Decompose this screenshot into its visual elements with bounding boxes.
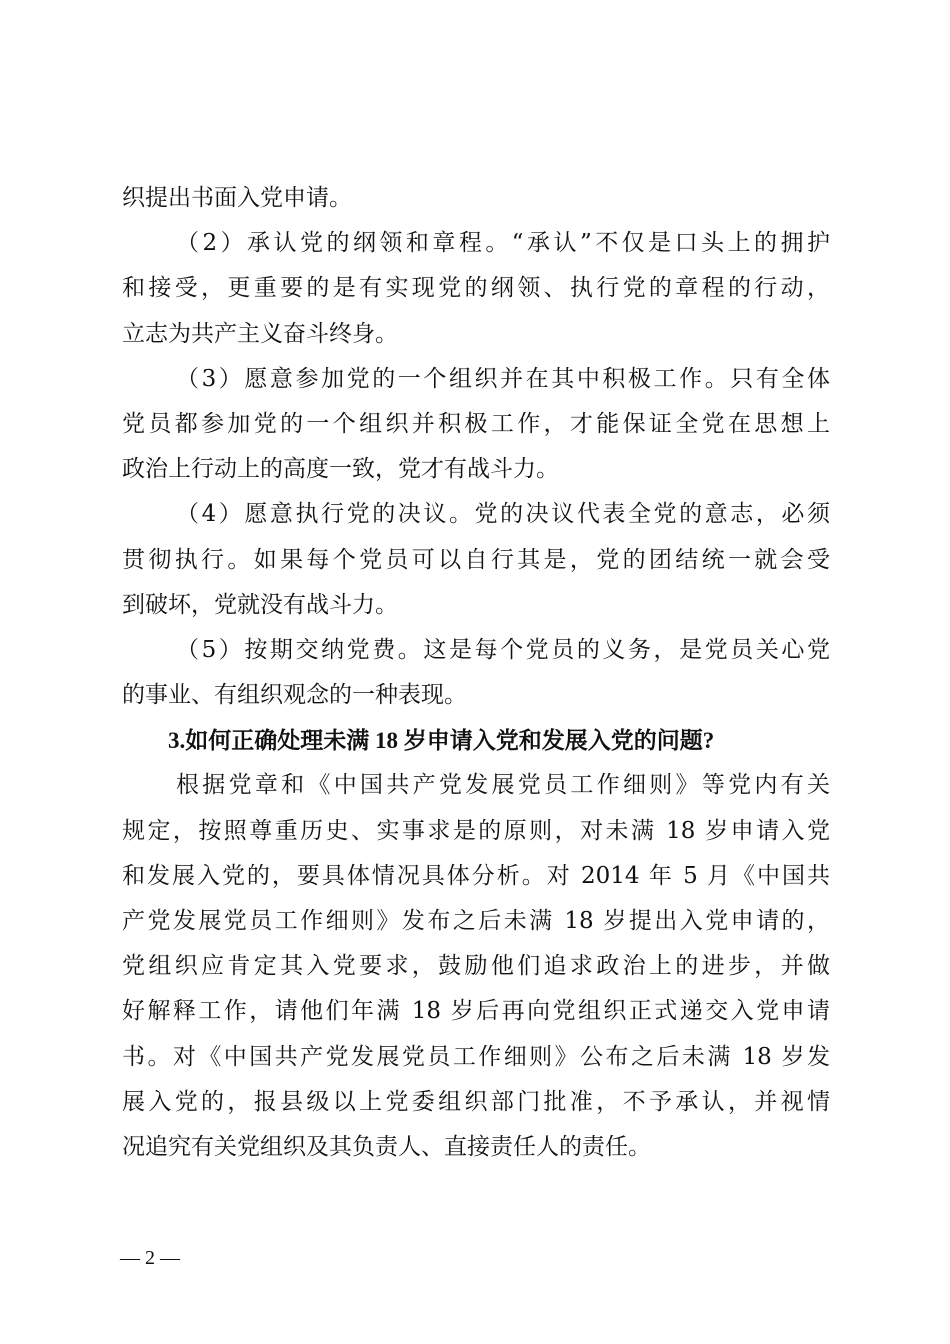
text-line: 好解释工作，请他们年满 18 岁后再向党组织正式递交入党申请	[122, 998, 830, 1025]
text-line: 况追究有关党组织及其负责人、直接责任人的责任。	[122, 1133, 651, 1160]
text-line: 立志为共产主义奋斗终身。	[122, 320, 398, 347]
text-line: 贯彻执行。如果每个党员可以自行其是，党的团结统一就会受	[122, 546, 830, 573]
text-line: 到破坏，党就没有战斗力。	[122, 591, 398, 618]
text-line: 根据党章和《中国共产党发展党员工作细则》等党内有关	[176, 772, 830, 799]
text-line: 和接受，更重要的是有实现党的纲领、执行党的章程的行动，	[122, 275, 830, 302]
text-line: （3）愿意参加党的一个组织并在其中积极工作。只有全体	[176, 365, 830, 392]
text-line: 和发展入党的，要具体情况具体分析。对 2014 年 5 月《中国共	[122, 862, 830, 889]
section-heading: 3.如何正确处理未满 18 岁申请入党和发展入党的问题?	[168, 728, 715, 754]
text-line: （4）愿意执行党的决议。党的决议代表全党的意志，必须	[176, 501, 830, 528]
text-line: 展入党的，报县级以上党委组织部门批准，不予承认，并视情	[122, 1088, 830, 1115]
text-line: （2）承认党的纲领和章程。“承认”不仅是口头上的拥护	[176, 230, 830, 257]
text-line: 产党发展党员工作细则》发布之后未满 18 岁提出入党申请的，	[122, 908, 830, 934]
text-line: 规定，按照尊重历史、实事求是的原则，对未满 18 岁申请入党	[122, 817, 830, 844]
text-line: 党员都参加党的一个组织并积极工作，才能保证全党在思想上	[122, 410, 830, 437]
text-line: 织提出书面入党申请。	[122, 185, 352, 211]
document-body	[122, 176, 830, 1170]
text-line: 政治上行动上的高度一致，党才有战斗力。	[122, 456, 559, 483]
text-line: 的事业、有组织观念的一种表现。	[122, 682, 467, 709]
page-number: — 2 —	[120, 1247, 180, 1269]
text-line: （5）按期交纳党费。这是每个党员的义务，是党员关心党	[176, 636, 830, 663]
text-line: 党组织应肯定其入党要求，鼓励他们追求政治上的进步，并做	[122, 953, 830, 980]
text-line: 书。对《中国共产党发展党员工作细则》公布之后未满 18 岁发	[122, 1043, 830, 1070]
